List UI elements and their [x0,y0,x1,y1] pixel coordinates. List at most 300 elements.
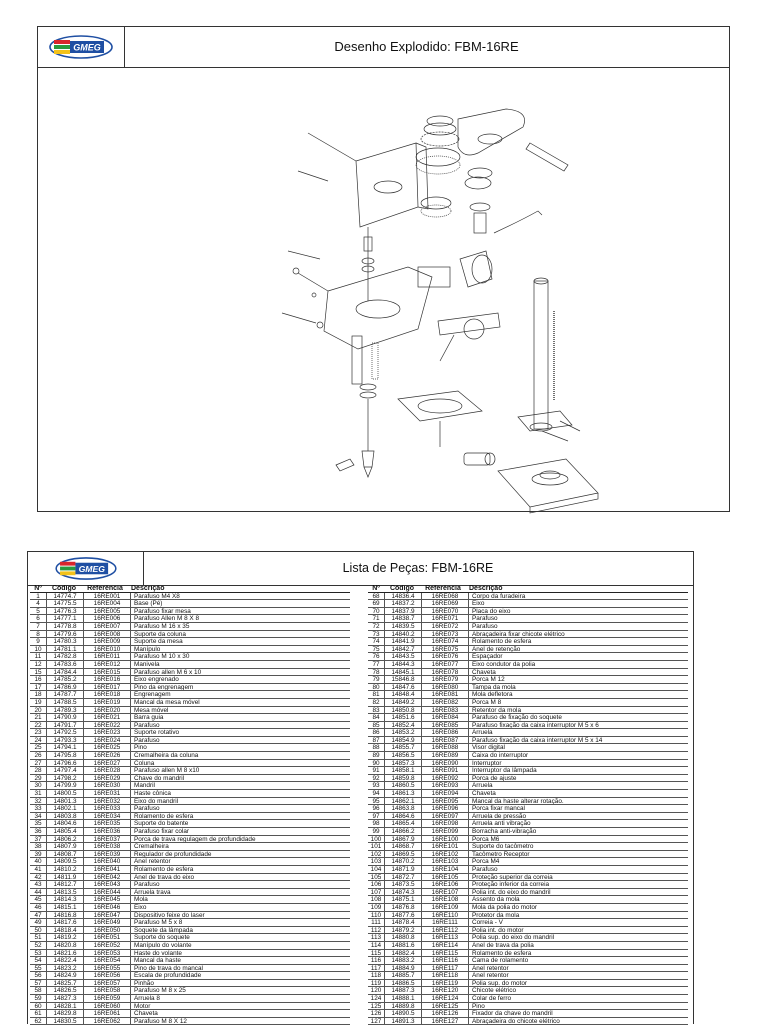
part-descricao: Chicote elétrico [472,987,517,995]
part-referencia: 16RE077 [422,661,469,668]
part-codigo: 14806.2 [47,836,84,843]
part-codigo: 14787.7 [47,691,84,698]
table-row [368,760,688,768]
table-row [30,744,350,752]
part-codigo: 14819.2 [47,934,84,941]
header-referencia: Referência [425,585,461,592]
part-referencia: 16RE116 [422,957,469,964]
parts-list-sheet [27,551,694,1024]
part-codigo: 14837.9 [385,608,422,615]
part-descricao: Mancal da haste alterar rotação. [472,797,564,805]
table-row [368,1010,688,1018]
table-row [368,593,688,601]
part-number: 62 [30,1018,47,1025]
part-number: 70 [368,608,385,615]
part-referencia: 16RE104 [422,866,469,873]
sheet-header [28,552,693,586]
table-row [30,934,350,942]
part-number: 81 [368,691,385,698]
part-referencia: 16RE112 [422,927,469,934]
part-descricao: Anel retentor [472,964,509,972]
part-descricao: Porca M 8 [472,698,502,706]
part-number: 119 [368,980,385,987]
part-number: 41 [30,866,47,873]
part-number: 22 [30,722,47,729]
part-codigo: 14878.4 [385,919,422,926]
part-codigo: 14855.7 [385,744,422,751]
part-referencia: 16RE105 [422,874,469,881]
part-referencia: 16RE093 [422,782,469,789]
part-descricao: Eixo [134,903,147,911]
part-referencia: 16RE096 [422,805,469,812]
table-row [368,729,688,737]
part-number: 89 [368,752,385,759]
part-descricao: Anel de trava da polia [472,941,534,949]
part-descricao: Motor [134,1002,151,1010]
table-row [30,965,350,973]
part-referencia: 16RE097 [422,813,469,820]
part-descricao: Retentor da mola [472,706,522,714]
part-descricao: Parafuso M 8 X 12 [134,1017,187,1025]
table-row [30,623,350,631]
part-referencia: 16RE022 [84,722,131,729]
part-codigo: 14890.5 [385,1010,422,1017]
header-descricao: Descrição [469,585,503,592]
part-descricao: Parafuso fixação da caixa interruptor M 5 x 14 [472,736,603,744]
part-referencia: 16RE054 [84,957,131,964]
table-row [368,813,688,821]
part-referencia: 16RE095 [422,798,469,805]
table-row [30,896,350,904]
part-number: 30 [30,782,47,789]
part-referencia: 16RE061 [84,1010,131,1017]
part-descricao: Parafuso [472,622,498,630]
table-row [30,707,350,715]
table-row [30,676,350,684]
table-row [30,782,350,790]
table-row [30,889,350,897]
part-codigo: 14873.5 [385,881,422,888]
part-number: 68 [368,593,385,600]
part-codigo: 14859.8 [385,775,422,782]
table-row [30,669,350,677]
part-codigo: 14777.1 [47,615,84,622]
part-codigo: 14862.1 [385,798,422,805]
table-row [368,927,688,935]
part-number: 115 [368,950,385,957]
part-number: 33 [30,805,47,812]
part-referencia: 16RE080 [422,684,469,691]
part-descricao: Borracha anti-vibração [472,828,537,835]
table-row [30,919,350,927]
part-codigo: 14797.4 [47,767,84,774]
table-row [368,950,688,958]
table-row [30,1003,350,1011]
table-row [368,1003,688,1011]
part-codigo: 14866.2 [385,828,422,835]
part-codigo: 14795.8 [47,752,84,759]
part-descricao: Polia int. do eixo do mandril [472,888,551,896]
part-codigo: 14781.1 [47,646,84,653]
part-descricao: Rolamento de esfera [472,638,532,645]
table-row [368,866,688,874]
part-descricao: Chaveta [472,790,496,797]
logo-cell [28,552,144,585]
table-row [30,987,350,995]
part-number: 7 [30,623,47,630]
part-codigo: 14807.9 [47,843,84,850]
part-number: 95 [368,798,385,805]
part-number: 124 [368,995,385,1002]
part-number: 72 [368,623,385,630]
part-descricao: Pino da engrenagem [134,683,194,691]
part-codigo: 14887.3 [385,987,422,994]
part-descricao: Parafuso Allen M 8 X 8 [134,615,200,622]
part-codigo: 14877.6 [385,912,422,919]
part-number: 77 [368,661,385,668]
part-number: 79 [368,676,385,683]
part-codigo: 14872.7 [385,874,422,881]
table-body [368,593,688,1025]
part-codigo: 14814.3 [47,896,84,903]
part-referencia: 16RE113 [422,934,469,941]
part-codigo: 14828.1 [47,1003,84,1010]
table-row [30,775,350,783]
part-number: 104 [368,866,385,873]
table-row [30,904,350,912]
part-descricao: Correia - V [472,919,503,926]
part-number: 27 [30,760,47,767]
table-row [368,646,688,654]
part-codigo: 14865.4 [385,820,422,827]
table-row [30,729,350,737]
part-codigo: 14867.9 [385,836,422,843]
part-codigo: 14824.9 [47,972,84,979]
table-row [368,722,688,730]
part-referencia: 16RE108 [422,896,469,903]
table-row [30,760,350,768]
part-codigo: 14821.6 [47,950,84,957]
part-codigo: 14871.9 [385,866,422,873]
part-codigo: 14837.2 [385,600,422,607]
part-number: 112 [368,927,385,934]
table-row [368,942,688,950]
part-number: 15 [30,669,47,676]
part-referencia: 16RE072 [422,623,469,630]
table-row [30,767,350,775]
part-referencia: 16RE012 [84,661,131,668]
table-row [30,813,350,821]
part-referencia: 16RE055 [84,965,131,972]
parts-table-left [30,585,350,1025]
part-codigo: 14849.2 [385,699,422,706]
part-descricao: Rolamento de esfera [472,949,532,957]
part-referencia: 16RE073 [422,631,469,638]
table-row [30,820,350,828]
table-row [30,608,350,616]
table-row [368,874,688,882]
part-descricao: Chaveta [472,668,496,676]
part-codigo: 14786.9 [47,684,84,691]
part-codigo: 14851.6 [385,714,422,721]
part-referencia: 16RE008 [84,631,131,638]
part-referencia: 16RE056 [84,972,131,979]
part-referencia: 16RE029 [84,775,131,782]
part-referencia: 16RE094 [422,790,469,797]
part-number: 36 [30,828,47,835]
table-row [368,805,688,813]
part-referencia: 16RE069 [422,600,469,607]
part-number: 100 [368,836,385,843]
table-row [368,661,688,669]
part-referencia: 16RE045 [84,896,131,903]
part-codigo: 14886.5 [385,980,422,987]
part-descricao: Rolamento de esfera [134,865,194,873]
part-referencia: 16RE120 [422,987,469,994]
part-codigo: 14875.1 [385,896,422,903]
part-codigo: 14844.3 [385,661,422,668]
part-descricao: Suporte da mesa [134,638,183,645]
part-number: 126 [368,1010,385,1017]
part-referencia: 16RE037 [84,836,131,843]
part-number: 110 [368,912,385,919]
part-codigo: 14775.5 [47,600,84,607]
part-referencia: 16RE052 [84,942,131,949]
part-number: 23 [30,729,47,736]
part-codigo: 14816.8 [47,912,84,919]
part-number: 54 [30,957,47,964]
part-number: 25 [30,744,47,751]
part-referencia: 16RE089 [422,752,469,759]
part-number: 87 [368,737,385,744]
part-codigo: 14891.3 [385,1018,422,1025]
part-codigo: 14776.3 [47,608,84,615]
part-number: 17 [30,684,47,691]
part-number: 127 [368,1018,385,1025]
table-row [368,714,688,722]
part-number: 49 [30,919,47,926]
part-referencia: 16RE042 [84,874,131,881]
part-codigo: 14818.4 [47,927,84,934]
part-referencia: 16RE016 [84,676,131,683]
table-row [30,790,350,798]
part-codigo: 14838.7 [385,615,422,622]
part-codigo: 14850.8 [385,707,422,714]
svg-text:GMEG: GMEG [73,42,101,53]
part-descricao: Espaçador [472,653,503,660]
part-referencia: 16RE110 [422,912,469,919]
part-codigo: 14848.4 [385,691,422,698]
part-codigo: 14808.7 [47,851,84,858]
table-row [30,593,350,601]
part-codigo: 14793.3 [47,737,84,744]
part-codigo: 14860.5 [385,782,422,789]
part-number: 73 [368,631,385,638]
table-row [30,661,350,669]
part-referencia: 16RE090 [422,760,469,767]
part-descricao: Parafuso fixar mesa [134,607,191,615]
part-codigo: 14809.5 [47,858,84,865]
table-row [30,646,350,654]
gmeg-logo [52,556,120,581]
table-row [30,836,350,844]
part-codigo: 14791.7 [47,722,84,729]
part-codigo: 14811.9 [47,874,84,881]
part-descricao: Mancal da haste [134,957,181,964]
table-row [368,767,688,775]
part-codigo: 14784.4 [47,669,84,676]
part-number: 88 [368,744,385,751]
part-codigo: 14868.7 [385,843,422,850]
part-descricao: Caixa do interruptor [472,752,529,759]
part-referencia: 16RE057 [84,980,131,987]
part-descricao: Parafuso M 16 x 35 [134,622,190,630]
part-referencia: 16RE001 [84,593,131,600]
part-descricao: Suporte da coluna [134,630,186,638]
part-number: 31 [30,790,47,797]
part-descricao: Arruela [472,729,493,736]
part-number: 57 [30,980,47,987]
part-descricao: Parafuso de fixação do soquete [472,714,562,721]
part-descricao: Proteção superior da correia [472,873,553,881]
part-descricao: Parafuso allen M 8 x10 [134,767,200,774]
table-row [368,919,688,927]
part-referencia: 16RE103 [422,858,469,865]
part-referencia: 16RE076 [422,653,469,660]
part-referencia: 16RE074 [422,638,469,645]
part-descricao: Base (Pé) [134,600,163,607]
part-descricao: Mola da polia do motor [472,903,538,911]
table-header-row [30,585,350,593]
part-descricao: Abraçadeira fixar chicote elétrico [472,630,565,638]
table-row [368,676,688,684]
part-descricao: Dispositivo feixe do laser [134,911,205,919]
part-number: 69 [368,600,385,607]
part-descricao: Suporte do tacômetro [472,843,534,850]
part-number: 19 [30,699,47,706]
part-referencia: 16RE011 [84,653,131,660]
table-row [368,623,688,631]
table-row [368,904,688,912]
part-codigo: 14870.2 [385,858,422,865]
part-codigo: 14813.5 [47,889,84,896]
part-number: 93 [368,782,385,789]
table-row [30,995,350,1003]
table-row [30,798,350,806]
part-referencia: 16RE107 [422,889,469,896]
part-referencia: 16RE010 [84,646,131,653]
table-body [30,593,350,1025]
table-row [368,965,688,973]
part-number: 116 [368,957,385,964]
part-referencia: 16RE088 [422,744,469,751]
part-descricao: Polia sup. do eixo do mandril [472,934,555,941]
table-row [30,866,350,874]
part-number: 43 [30,881,47,888]
part-codigo: 14820.8 [47,942,84,949]
part-number: 99 [368,828,385,835]
part-descricao: Arruela [472,782,493,790]
part-codigo: 14880.8 [385,934,422,941]
part-referencia: 16RE018 [84,691,131,698]
part-number: 24 [30,737,47,744]
part-descricao: Parafuso M 5 x 8 [134,919,183,926]
part-referencia: 16RE070 [422,608,469,615]
part-descricao: Visor digital [472,744,505,752]
part-descricao: Manivela [134,660,160,668]
page-title: Desenho Explodido: FBM-16RE [334,39,519,54]
logo-cell [38,27,125,67]
part-number: 109 [368,904,385,911]
part-descricao: Mancal da mesa móvel [134,698,200,706]
part-descricao: Cama de rolamento [472,957,529,964]
table-row [368,934,688,942]
table-row [30,684,350,692]
part-number: 6 [30,615,47,622]
table-row [368,608,688,616]
part-descricao: Arruela anti vibração [472,820,531,827]
table-row [368,653,688,661]
table-row [368,836,688,844]
table-row [368,691,688,699]
part-referencia: 16RE119 [422,980,469,987]
table-row [30,722,350,730]
part-codigo: 14790.9 [47,714,84,721]
part-codigo: 14812.7 [47,881,84,888]
part-referencia: 16RE114 [422,942,469,949]
part-number: 102 [368,851,385,858]
table-row [368,790,688,798]
part-descricao: Suporte do batente [134,820,189,827]
part-codigo: 14882.4 [385,950,422,957]
table-row [30,638,350,646]
part-referencia: 16RE058 [84,987,131,994]
part-referencia: 16RE025 [84,744,131,751]
part-descricao: Mesa móvel [134,706,169,714]
part-descricao: Coluna [134,759,155,767]
part-number: 12 [30,661,47,668]
part-number: 28 [30,767,47,774]
part-codigo: 14884.9 [385,965,422,972]
part-descricao: Escala de profundidade [134,972,202,979]
part-number: 75 [368,646,385,653]
part-codigo: 14785.2 [47,676,84,683]
part-codigo: 14827.3 [47,995,84,1002]
table-row [368,699,688,707]
part-codigo: 14779.6 [47,631,84,638]
part-referencia: 16RE127 [422,1018,469,1025]
part-number: 47 [30,912,47,919]
part-codigo: 14836.4 [385,593,422,600]
part-descricao: Parafuso [472,865,498,873]
part-codigo: 14774.7 [47,593,84,600]
part-number: 38 [30,843,47,850]
table-row [368,744,688,752]
part-number: 5 [30,608,47,615]
part-number: 60 [30,1003,47,1010]
table-row [368,782,688,790]
part-referencia: 16RE050 [84,927,131,934]
part-descricao: Soquete da lâmpada [134,926,193,934]
part-referencia: 16RE068 [422,593,469,600]
table-row [368,669,688,677]
table-row [30,912,350,920]
part-descricao: Suporte rotativo [134,729,180,736]
part-codigo: 14830.5 [47,1018,84,1025]
part-number: 84 [368,714,385,721]
part-referencia: 16RE039 [84,851,131,858]
part-referencia: 16RE109 [422,904,469,911]
